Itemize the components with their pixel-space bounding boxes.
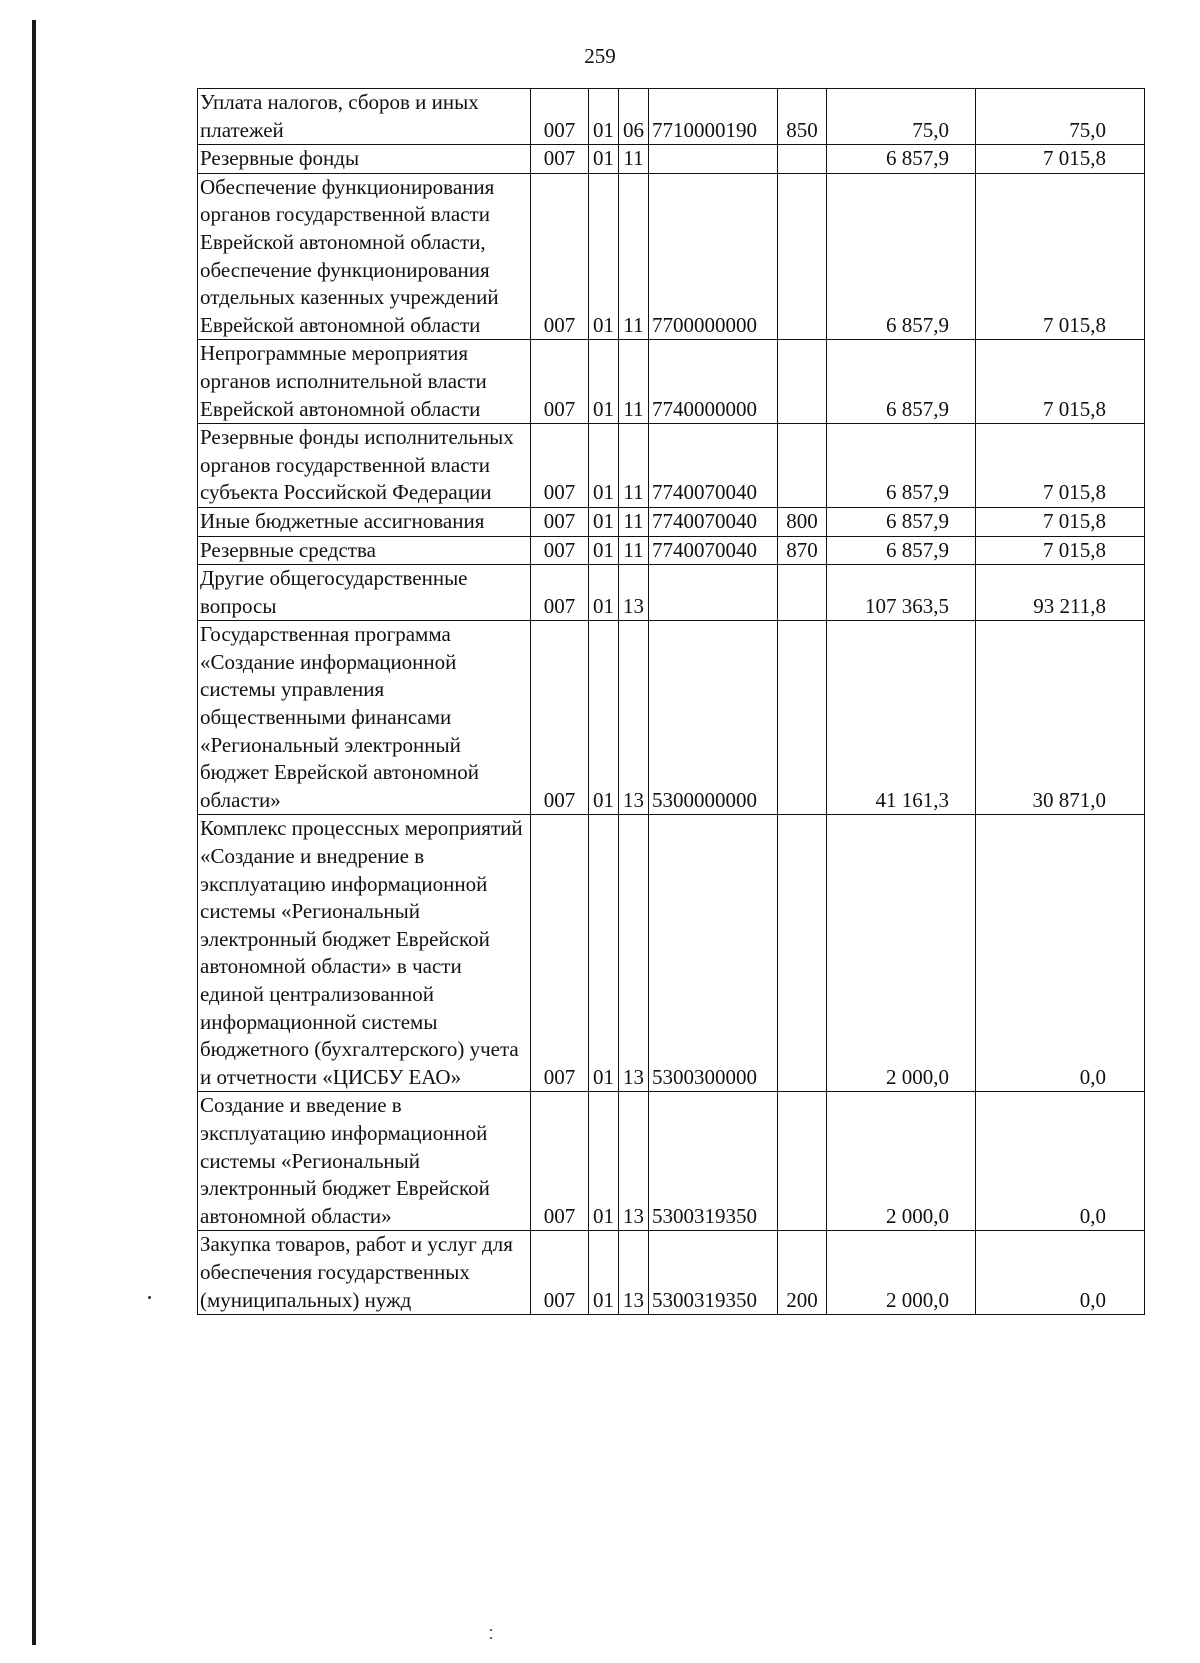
cell-csr: 5300319350 [649, 1231, 778, 1315]
table-row [198, 424, 1145, 508]
cell-ved: 007 [531, 815, 589, 1092]
cell-vr [778, 1092, 827, 1231]
cell-sum-2026: 7 015,8 [976, 173, 1145, 340]
cell-csr [649, 565, 778, 621]
cell-ved: 007 [531, 145, 589, 174]
cell-ved: 007 [531, 565, 589, 621]
cell-sum-2025: 107 363,5 [827, 565, 976, 621]
cell-rz: 01 [589, 507, 619, 536]
cell-rz: 01 [589, 536, 619, 565]
cell-name: Резервные средства [198, 536, 531, 565]
cell-sum-2025: 6 857,9 [827, 145, 976, 174]
table-row [198, 536, 1145, 565]
cell-rz: 01 [589, 815, 619, 1092]
cell-pr: 11 [619, 536, 649, 565]
cell-vr [778, 815, 827, 1092]
scan-speck [490, 1637, 492, 1639]
cell-pr: 13 [619, 1092, 649, 1231]
cell-sum-2025: 41 161,3 [827, 621, 976, 815]
cell-name: Резервные фонды исполнительных органов государственной власти субъекта Российской Федерации [198, 424, 531, 508]
cell-name: Резервные фонды [198, 145, 531, 174]
cell-sum-2025: 6 857,9 [827, 507, 976, 536]
cell-sum-2026: 30 871,0 [976, 621, 1145, 815]
cell-sum-2025: 2 000,0 [827, 1231, 976, 1315]
cell-ved: 007 [531, 173, 589, 340]
cell-vr [778, 621, 827, 815]
cell-csr: 7700000000 [649, 173, 778, 340]
cell-ved: 007 [531, 424, 589, 508]
cell-vr [778, 145, 827, 174]
cell-csr: 5300319350 [649, 1092, 778, 1231]
cell-ved: 007 [531, 1092, 589, 1231]
cell-rz: 01 [589, 340, 619, 424]
cell-ved: 007 [531, 621, 589, 815]
cell-ved: 007 [531, 89, 589, 145]
cell-sum-2026: 0,0 [976, 1231, 1145, 1315]
table-row [198, 340, 1145, 424]
table-row [198, 145, 1145, 174]
cell-sum-2026: 7 015,8 [976, 536, 1145, 565]
page-number: 259 [584, 44, 616, 68]
cell-rz: 01 [589, 173, 619, 340]
cell-rz: 01 [589, 89, 619, 145]
table-row [198, 1092, 1145, 1231]
cell-ved: 007 [531, 1231, 589, 1315]
cell-rz: 01 [589, 1092, 619, 1231]
cell-vr [778, 424, 827, 508]
cell-sum-2025: 6 857,9 [827, 340, 976, 424]
cell-name: Уплата налогов, сборов и иных платежей [198, 89, 531, 145]
table-row [198, 507, 1145, 536]
cell-name: Другие общегосударственные вопросы [198, 565, 531, 621]
binding-line [32, 20, 36, 1645]
cell-rz: 01 [589, 621, 619, 815]
cell-name: Создание и введение в эксплуатацию информационной системы «Региональный электронный бюджет Еврейской автономной области» [198, 1092, 531, 1231]
cell-rz: 01 [589, 424, 619, 508]
cell-sum-2026: 7 015,8 [976, 507, 1145, 536]
cell-rz: 01 [589, 145, 619, 174]
table-row [198, 89, 1145, 145]
cell-pr: 13 [619, 565, 649, 621]
cell-sum-2025: 6 857,9 [827, 536, 976, 565]
cell-sum-2025: 2 000,0 [827, 815, 976, 1092]
cell-pr: 11 [619, 173, 649, 340]
cell-vr: 870 [778, 536, 827, 565]
cell-sum-2025: 2 000,0 [827, 1092, 976, 1231]
cell-ved: 007 [531, 536, 589, 565]
cell-csr: 5300000000 [649, 621, 778, 815]
cell-name: Государственная программа «Создание информационной системы управления общественными финансами «Региональный электронный бюджет Еврейской автономной области» [198, 621, 531, 815]
cell-rz: 01 [589, 1231, 619, 1315]
cell-csr: 7740000000 [649, 340, 778, 424]
cell-pr: 06 [619, 89, 649, 145]
cell-pr: 11 [619, 340, 649, 424]
cell-csr: 7740070040 [649, 424, 778, 508]
table-row [198, 1231, 1145, 1315]
cell-sum-2025: 75,0 [827, 89, 976, 145]
cell-vr: 850 [778, 89, 827, 145]
table-row [198, 621, 1145, 815]
cell-pr: 13 [619, 815, 649, 1092]
cell-sum-2026: 0,0 [976, 815, 1145, 1092]
cell-csr: 7710000190 [649, 89, 778, 145]
cell-name: Комплекс процессных мероприятий «Создание и внедрение в эксплуатацию информационной системы «Региональный электронный бюджет Еврейской автономной области» в части единой централизованной информационной системы бюджетного (бухгалтерского) учета и отчетности «ЦИСБУ ЕАО» [198, 815, 531, 1092]
scan-speck [490, 1629, 492, 1631]
cell-vr [778, 565, 827, 621]
cell-sum-2026: 93 211,8 [976, 565, 1145, 621]
budget-table [197, 88, 1145, 1315]
cell-name: Обеспечение функционирования органов государственной власти Еврейской автономной области, обеспечение функционирования отдельных казенных учреждений Еврейской автономной области [198, 173, 531, 340]
cell-csr: 7740070040 [649, 536, 778, 565]
cell-sum-2026: 7 015,8 [976, 424, 1145, 508]
cell-name: Иные бюджетные ассигнования [198, 507, 531, 536]
cell-ved: 007 [531, 340, 589, 424]
cell-pr: 13 [619, 621, 649, 815]
cell-name: Закупка товаров, работ и услуг для обеспечения государственных (муниципальных) нужд [198, 1231, 531, 1315]
cell-vr: 200 [778, 1231, 827, 1315]
cell-rz: 01 [589, 565, 619, 621]
cell-ved: 007 [531, 507, 589, 536]
cell-vr [778, 340, 827, 424]
cell-pr: 13 [619, 1231, 649, 1315]
cell-sum-2026: 75,0 [976, 89, 1145, 145]
table-row [198, 815, 1145, 1092]
table-row [198, 173, 1145, 340]
cell-pr: 11 [619, 424, 649, 508]
cell-csr [649, 145, 778, 174]
cell-sum-2026: 7 015,8 [976, 340, 1145, 424]
cell-pr: 11 [619, 145, 649, 174]
cell-sum-2025: 6 857,9 [827, 173, 976, 340]
cell-sum-2026: 7 015,8 [976, 145, 1145, 174]
scan-speck [148, 1296, 151, 1299]
cell-csr: 7740070040 [649, 507, 778, 536]
cell-vr: 800 [778, 507, 827, 536]
cell-pr: 11 [619, 507, 649, 536]
cell-sum-2025: 6 857,9 [827, 424, 976, 508]
cell-name: Непрограммные мероприятия органов исполнительной власти Еврейской автономной области [198, 340, 531, 424]
table-row [198, 565, 1145, 621]
cell-sum-2026: 0,0 [976, 1092, 1145, 1231]
cell-csr: 5300300000 [649, 815, 778, 1092]
cell-vr [778, 173, 827, 340]
